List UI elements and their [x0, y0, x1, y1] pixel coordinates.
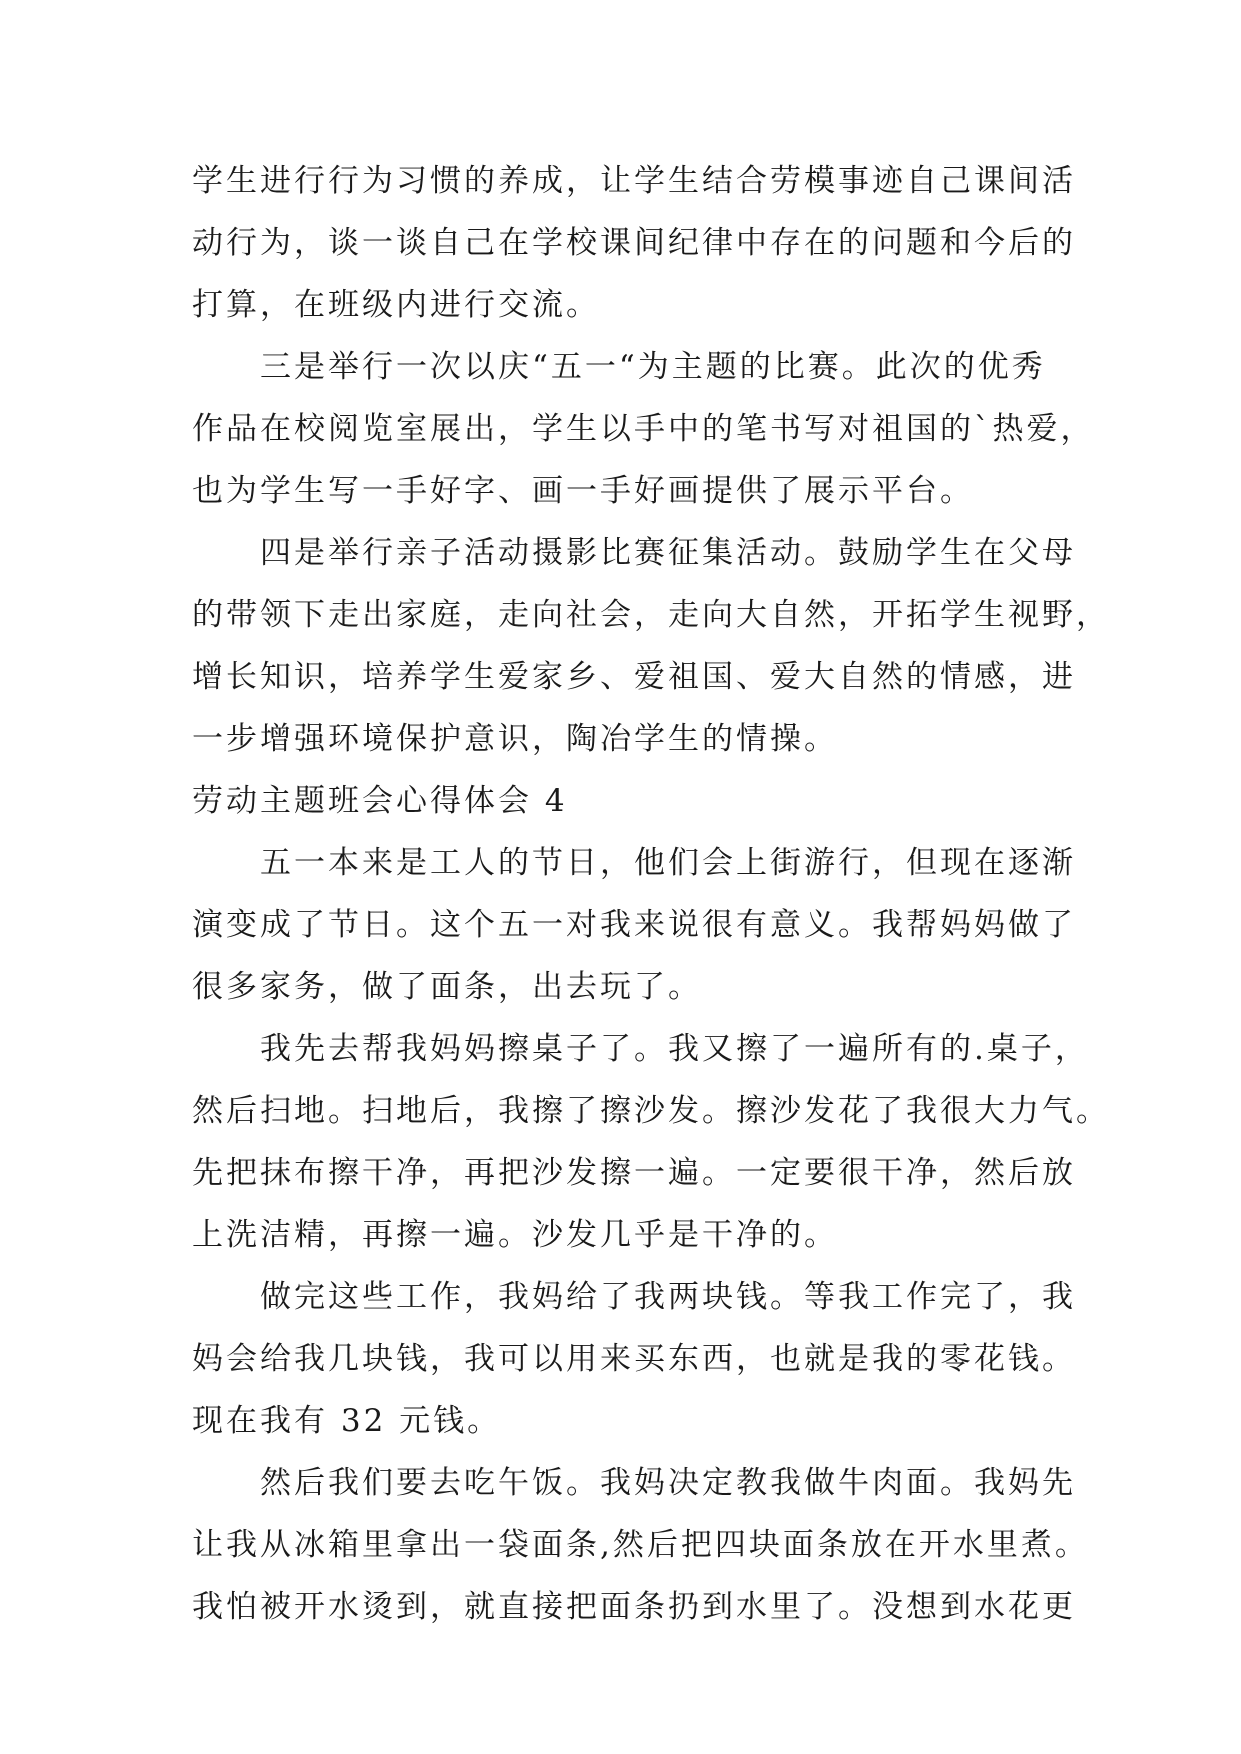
- text-line: 四是举行亲子活动摄影比赛征集活动。鼓励学生在父母: [260, 535, 1076, 571]
- text-line: 做完这些工作，我妈给了我两块钱。等我工作完了，我: [260, 1279, 1076, 1315]
- text-line: 学生进行行为习惯的养成，让学生结合劳模事迹自己课间活: [192, 163, 1076, 199]
- paragraph: [192, 150, 1076, 336]
- text-line: 我先去帮我妈妈擦桌子了。我又擦了一遍所有的.桌子，: [260, 1031, 1089, 1067]
- text-line: 我怕被开水烫到，就直接把面条扔到水里了。没想到水花更: [192, 1589, 1076, 1625]
- text-line: 动行为，谈一谈自己在学校课间纪律中存在的问题和今后的: [192, 225, 1076, 261]
- text-line: 增长知识，培养学生爱家乡、爱祖国、爱大自然的情感，进: [192, 659, 1076, 695]
- text-line: 然后我们要去吃午饭。我妈决定教我做牛肉面。我妈先: [260, 1465, 1076, 1501]
- text-line: 作品在校阅览室展出，学生以手中的笔书写对祖国的`热爱，: [192, 411, 1095, 447]
- text-line: 很多家务，做了面条，出去玩了。: [192, 969, 702, 1005]
- document-body: [192, 150, 1110, 1638]
- text-line: 现在我有 32 元钱。: [192, 1403, 502, 1439]
- section-heading: [192, 770, 1072, 832]
- text-line: 然后扫地。扫地后，我擦了擦沙发。擦沙发花了我很大力气。: [192, 1093, 1110, 1129]
- paragraph: [192, 336, 1095, 522]
- paragraph: [192, 1018, 1110, 1266]
- text-line: 的带领下走出家庭，走向社会，走向大自然，开拓学生视野，: [192, 597, 1110, 633]
- text-line: 也为学生写一手好字、画一手好画提供了展示平台。: [192, 473, 974, 509]
- text-line: 劳动主题班会心得体会 4: [192, 783, 568, 819]
- text-line: 五一本来是工人的节日，他们会上街游行，但现在逐渐: [260, 845, 1076, 881]
- text-line: 上洗洁精，再擦一遍。沙发几乎是干净的。: [192, 1217, 838, 1253]
- text-line: 先把抹布擦干净，再把沙发擦一遍。一定要很干净，然后放: [192, 1155, 1076, 1191]
- paragraph: [192, 1266, 1076, 1452]
- text-line: 一步增强环境保护意识，陶冶学生的情操。: [192, 721, 838, 757]
- text-line: 三是举行一次以庆“五一“为主题的比赛。此次的优秀: [260, 349, 1046, 385]
- text-line: 演变成了节日。这个五一对我来说很有意义。我帮妈妈做了: [192, 907, 1076, 943]
- paragraph: [192, 522, 1110, 770]
- paragraph: [192, 1452, 1089, 1638]
- text-line: 妈会给我几块钱，我可以用来买东西，也就是我的零花钱。: [192, 1341, 1076, 1377]
- paragraph: [192, 832, 1076, 1018]
- text-line: 打算，在班级内进行交流。: [192, 287, 600, 323]
- text-line: 让我从冰箱里拿出一袋面条,然后把四块面条放在开水里煮。: [192, 1527, 1089, 1563]
